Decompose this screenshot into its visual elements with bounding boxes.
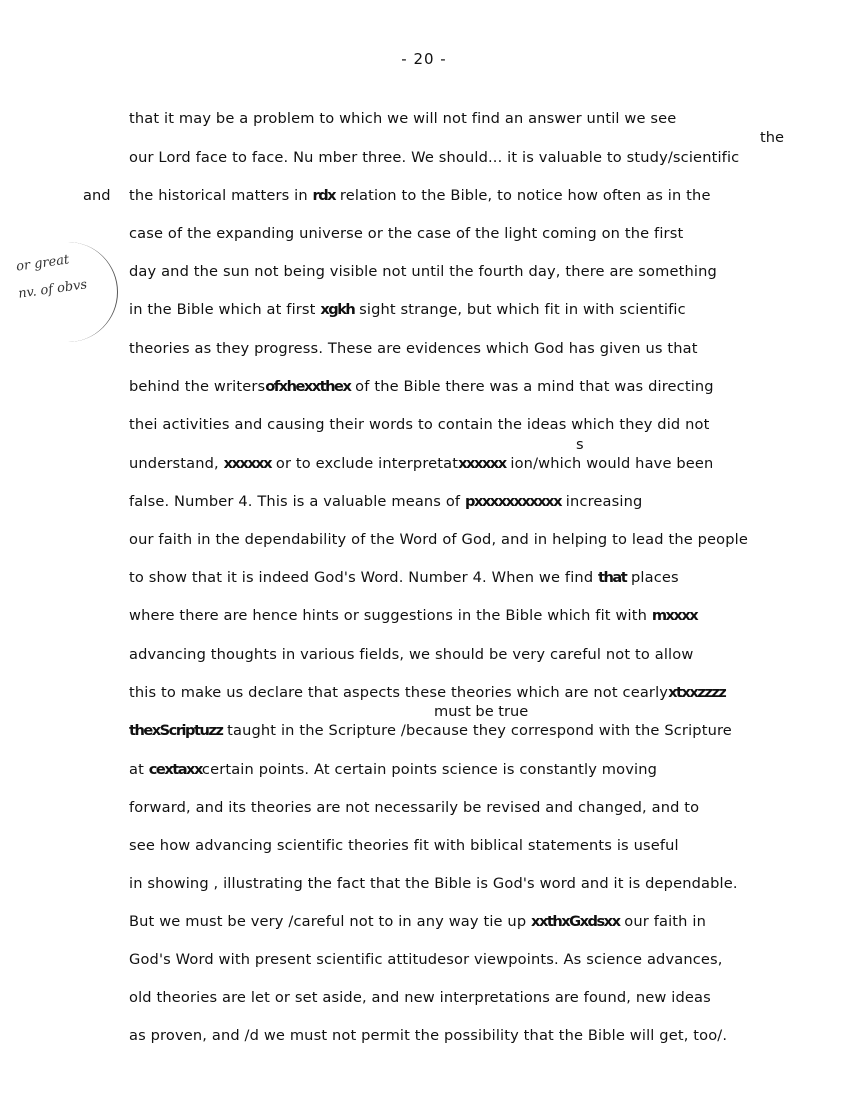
text-segment: sight strange, but which fit in with scientific — [354, 301, 686, 318]
strikeout: cextaxx — [148, 761, 202, 778]
text-segment: understand, — [129, 455, 224, 472]
text-line-16 — [129, 684, 725, 701]
text-line-20: see how advancing scientific theories fit with biblical statements is useful — [129, 837, 679, 854]
text-line-9: thei activities and causing their words to contain the ideas which they did not — [129, 416, 710, 433]
text-segment: But we must be very /careful not to in any way tie up — [129, 913, 532, 930]
text-segment: ion/which would have been — [505, 455, 714, 472]
text-segment: taught in the Scripture /because they correspond with the Scripture — [222, 722, 732, 739]
text-segment: to show that it is indeed God's Word. Number 4. When we find — [129, 569, 599, 586]
text-segment: relation to the Bible, to notice how often as in the — [335, 187, 711, 204]
text-segment: behind the writers — [129, 378, 266, 395]
strikeout: xgkh — [320, 301, 355, 318]
text-line-23: God's Word with present scientific attitudesor viewpoints. As science advances, — [129, 951, 723, 968]
text-segment: our faith in — [619, 913, 706, 930]
text-line-8 — [129, 378, 714, 395]
text-line-19: forward, and its theories are not necessarily be revised and changed, and to — [129, 799, 700, 816]
text-segment: where there are hence hints or suggestions in the Bible which fit with — [129, 607, 652, 624]
text-segment: in the Bible which at first — [129, 301, 321, 318]
strikeout: xxthxGxdsxx — [531, 913, 620, 930]
text-segment: this to make us declare that aspects these theories which are not cearly — [129, 684, 669, 701]
text-line-10 — [129, 455, 713, 472]
text-line-2: our Lord face to face. Nu mber three. We should... it is valuable to study/scientific — [129, 149, 740, 166]
strikeout: pxxxxxxxxxxx — [465, 493, 562, 510]
text-line-13 — [129, 569, 679, 586]
text-line-22 — [129, 913, 706, 930]
margin-note-line-1: or great — [15, 252, 71, 275]
inserted-s: s — [576, 436, 584, 453]
inserted-the: the — [760, 129, 784, 146]
page-number: - 20 - — [401, 50, 447, 68]
text-line-21: in showing , illustrating the fact that the Bible is God's word and it is dependable. — [129, 875, 738, 892]
text-line-6 — [129, 301, 686, 318]
margin-word-and: and — [83, 187, 111, 204]
text-line-18 — [129, 761, 657, 778]
strikeout: xtxxzzzz — [668, 684, 726, 701]
text-line-1: that it may be a problem to which we will not find an answer until we see — [129, 110, 677, 127]
strikeout: rdx — [312, 187, 336, 204]
text-line-5: day and the sun not being visible not until the fourth day, there are something — [129, 263, 717, 280]
text-line-14 — [129, 607, 697, 624]
strikeout: that — [598, 569, 627, 586]
text-segment: of the Bible there was a mind that was directing — [350, 378, 714, 395]
text-line-15: advancing thoughts in various fields, we should be very careful not to allow — [129, 646, 694, 663]
text-line-7: theories as they progress. These are evidences which God has given us that — [129, 340, 698, 357]
strikeout: mxxxx — [651, 607, 698, 624]
text-segment: the historical matters in — [129, 187, 313, 204]
strikeout: xxxxxx — [458, 455, 506, 472]
strikeout: thexScriptuzz — [129, 722, 223, 739]
strikeout: ofxhexxthex — [265, 378, 351, 395]
margin-note-line-2: nv. of obvs — [17, 277, 89, 302]
text-segment: false. Number 4. This is a valuable means of — [129, 493, 466, 510]
strikeout: xxxxxx — [223, 455, 272, 472]
text-segment: certain points. At certain points science is constantly moving — [201, 761, 658, 778]
text-line-11 — [129, 493, 642, 510]
text-segment: or to exclude interpretat — [271, 455, 459, 472]
text-line-4: case of the expanding universe or the case of the light coming on the first — [129, 225, 684, 242]
text-line-24: old theories are let or set aside, and new interpretations are found, new ideas — [129, 989, 711, 1006]
text-segment: places — [626, 569, 679, 586]
margin-handwritten-note — [2, 242, 118, 342]
text-line-3 — [129, 187, 711, 204]
text-line-17 — [129, 722, 732, 739]
text-line-12: our faith in the dependability of the Word of God, and in helping to lead the people — [129, 531, 749, 548]
text-line-25: as proven, and /d we must not permit the possibility that the Bible will get, too/. — [129, 1027, 728, 1044]
text-segment: increasing — [561, 493, 643, 510]
text-segment: at — [129, 761, 149, 778]
inserted-must-be-true: must be true — [434, 703, 529, 720]
